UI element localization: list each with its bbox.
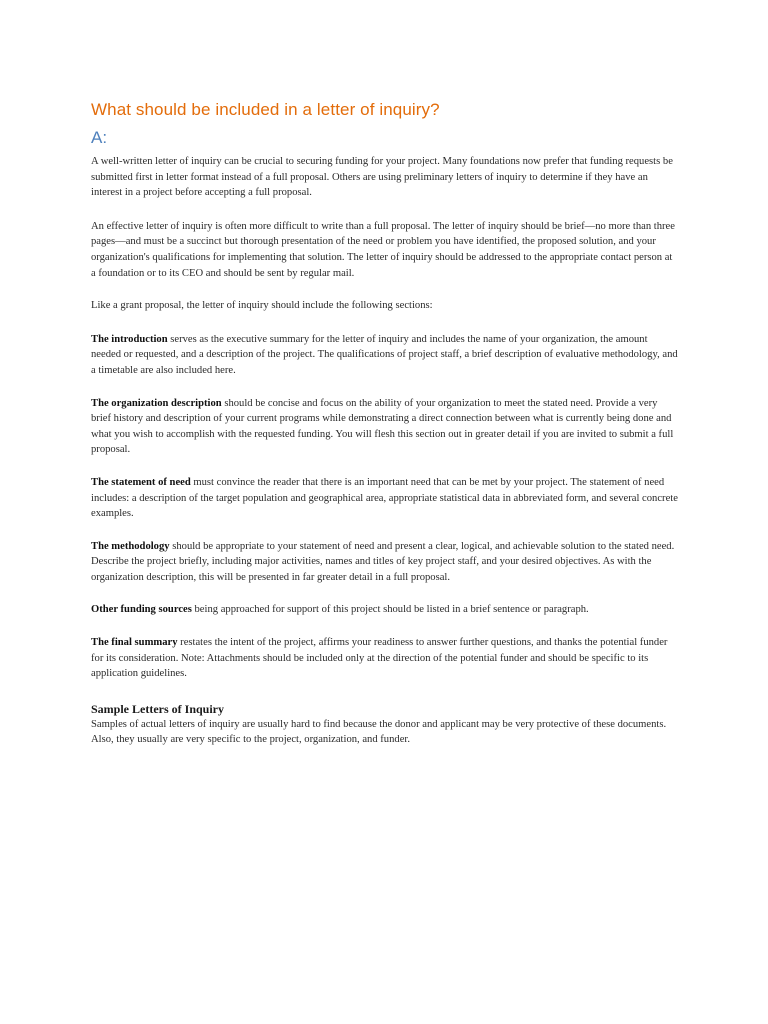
section-text: should be appropriate to your statement of need and present a clear, logical, and achievable solution to the stated need. Describe the project briefly, including major activities, names and titles of key project staff, and your desired objectives. As with the organization description, this will be presented in far greater detail in a full proposal. [91, 540, 675, 583]
section-paragraph-introduction [91, 332, 678, 379]
answer-label: A: [91, 128, 108, 147]
section-term: The statement of need [91, 476, 191, 488]
intro-paragraph: An effective letter of inquiry is often more difficult to write than a full proposal. The letter of inquiry should be brief—no more than three pages—and must be a succinct but thorough presentation of the need or problem you have identified, the proposed solution, and your organization's qualifications for implementing that solution. The letter of inquiry should be addressed to the appropriate contact person at a foundation or to its CEO and should be sent by regular mail. [91, 220, 675, 279]
intro-paragraph: A well-written letter of inquiry can be crucial to securing funding for your project. Many foundations now prefer that funding requests be submitted first in letter format instead of a full proposal. Others are using preliminary letters of inquiry to determine if they have an interest in a project before accepting a full proposal. [91, 156, 673, 199]
section-paragraph-statement-of-need [91, 475, 678, 522]
section-term: The organization description [91, 397, 222, 409]
section-paragraph-other-funding-sources [91, 602, 678, 618]
section-paragraph-methodology [91, 539, 678, 586]
sample-letters-paragraph: Samples of actual letters of inquiry are usually hard to find because the donor and applicant may be very protective of these documents. Also, they usually are very specific to the project, organization, and funder. [91, 718, 667, 746]
question-heading: What should be included in a letter of inquiry? [91, 100, 440, 119]
sample-letters-heading: Sample Letters of Inquiry [91, 701, 224, 716]
section-paragraph-final-summary [91, 635, 678, 682]
section-paragraph-organization-description [91, 396, 678, 458]
section-term: The final summary [91, 637, 178, 649]
section-term: The introduction [91, 333, 168, 345]
section-text: must convince the reader that there is an important need that can be met by your project. The statement of need includes: a description of the target population and geographical area, appropriate statistical data in abbreviated form, and several concrete examples. [91, 476, 678, 520]
section-text: being approached for support of this project should be listed in a brief sentence or paragraph. [191, 604, 589, 616]
section-term: Other funding sources [91, 604, 192, 616]
section-text: restates the intent of the project, affirms your readiness to answer further questions, and thanks the potential funder for its consideration. Note: Attachments should be included only at the direction of the potential funder and should be specific to its application guidelines. [91, 637, 668, 680]
section-text: serves as the executive summary for the letter of inquiry and includes the name of your organization, the amount needed or requested, and a description of the project. The qualifications of project staff, a brief description of evaluative methodology, and a timetable are also included here. [91, 333, 678, 376]
section-text: should be concise and focus on the ability of your organization to meet the stated need. Provide a very brief history and description of your current programs while demonstrating a direct connection between what is currently being done and what you wish to accomplish with the requested funding. You will flesh this section out in greater detail if you are invited to submit a full proposal. [91, 397, 674, 456]
intro-paragraph: Like a grant proposal, the letter of inquiry should include the following sections: [91, 300, 433, 312]
section-term: The methodology [91, 540, 170, 552]
